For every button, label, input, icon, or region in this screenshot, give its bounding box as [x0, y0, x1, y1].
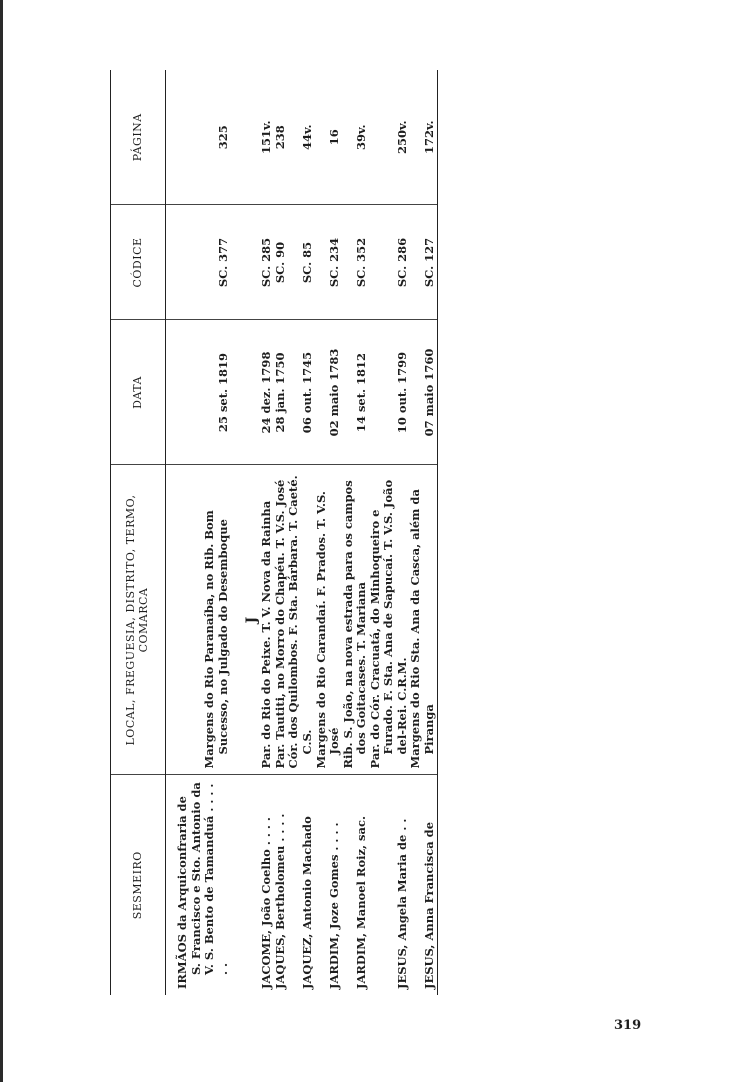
- cell-pagina: 44v.: [287, 70, 314, 205]
- table-row: [369, 70, 410, 995]
- cell-codice: SC. 286: [369, 205, 410, 320]
- cell-pagina: 151v.: [260, 70, 274, 205]
- cell-sesmeiro: JARDIM, Manoel Roiz, sac.: [354, 816, 369, 989]
- cell-local: Margens do Rio Sta. Ana da Casca, além da Piranga: [409, 465, 437, 775]
- cell-sesmeiro: JAQUES, Bertholomeu . . . .: [272, 813, 287, 989]
- page-number: 319: [614, 1018, 642, 1033]
- page-edge-shadow: [0, 0, 3, 1082]
- table-row: [260, 70, 274, 995]
- cell-data: 10 out. 1799: [369, 320, 410, 465]
- cell-codice: SC. 85: [287, 205, 314, 320]
- cell-local: Cór. dos Quilombos. F. Sta. Bárbara. T. Caeté. C.S.: [287, 465, 314, 775]
- cell-codice: SC. 377: [176, 205, 230, 320]
- header-local: LOCAL, FREGUESIA, DISTRITO, TERMO, COMARCA: [111, 465, 166, 775]
- cell-codice: SC. 234: [315, 205, 342, 320]
- cell-sesmeiro: JESUS, Angela Maria de . .: [394, 818, 409, 989]
- header-sesmeiro: SESMEIRO: [111, 775, 166, 995]
- cell-data: 28 jan. 1750: [274, 320, 288, 465]
- cell-sesmeiro: JAQUEZ, Antonio Machado: [299, 816, 314, 989]
- header-data: DATA: [111, 320, 166, 465]
- cell-pagina: 172v.: [409, 70, 437, 205]
- table-row: [409, 70, 437, 995]
- cell-pagina: 325: [176, 70, 230, 205]
- cell-data: 14 set. 1812: [342, 320, 369, 465]
- table-row: [274, 70, 288, 995]
- cell-local: Margens do Rio Carandaí. F. Prados. T. V.S. José: [315, 465, 342, 775]
- cell-data: 02 maio 1783: [315, 320, 342, 465]
- table-row: [287, 70, 314, 995]
- cell-local: Par. Tautiti, no Morro do Chapéu. T. V.S. José: [274, 465, 288, 775]
- table-row: [315, 70, 342, 995]
- rotated-table-wrapper: [110, 70, 665, 995]
- cell-local: Rib. S. João, na nova estrada para os campos dos Goitacases. T. Mariana: [342, 465, 369, 775]
- cell-sesmeiro: JESUS, Anna Francisca de: [409, 775, 437, 995]
- table-row: [342, 70, 369, 995]
- table-header-row: [111, 70, 166, 995]
- cell-pagina: 16: [315, 70, 342, 205]
- cell-data: 24 dez. 1798: [260, 320, 274, 465]
- cell-sesmeiro: JARDIM, Joze Gomes . . . .: [327, 822, 342, 989]
- header-pagina: PÁGINA: [111, 70, 166, 205]
- cell-data: 25 set. 1819: [176, 320, 230, 465]
- cell-codice: SC. 285: [260, 205, 274, 320]
- cell-local: Par. do Rio do Peixe. T. V. Nova da Rainha: [260, 465, 274, 775]
- section-letter: J: [230, 465, 260, 775]
- cell-pagina: 238: [274, 70, 288, 205]
- cell-codice: SC. 90: [274, 205, 288, 320]
- cell-sesmeiro: JACOME, João Coelho . . . .: [259, 817, 274, 989]
- cell-codice: SC. 352: [342, 205, 369, 320]
- table-row: [176, 70, 230, 995]
- cell-codice: SC. 127: [409, 205, 437, 320]
- sesmarias-table: [110, 70, 438, 995]
- section-letter-row: [230, 70, 260, 995]
- cell-pagina: 39v.: [342, 70, 369, 205]
- cell-sesmeiro: IRMÃOS da Arquiconfraria de S. Francisco e Sto. Antonio da V. S. Bento de Tamanduá . . . . . .: [175, 782, 230, 989]
- cell-data: 06 out. 1745: [287, 320, 314, 465]
- header-codice: CÓDICE: [111, 205, 166, 320]
- cell-pagina: 250v.: [369, 70, 410, 205]
- cell-data: 07 maio 1760: [409, 320, 437, 465]
- cell-local: Par. do Cór. Cracuatá, do Minhoqueiro e Furado. F. Sta. Ana de Sapucaí. T. V.S. João del-Rei. C.R.M.: [369, 465, 410, 775]
- cell-local: Margens do Rio Paranaíba, no Rib. Bom Sucesso, no Julgado do Desemboque: [176, 465, 230, 775]
